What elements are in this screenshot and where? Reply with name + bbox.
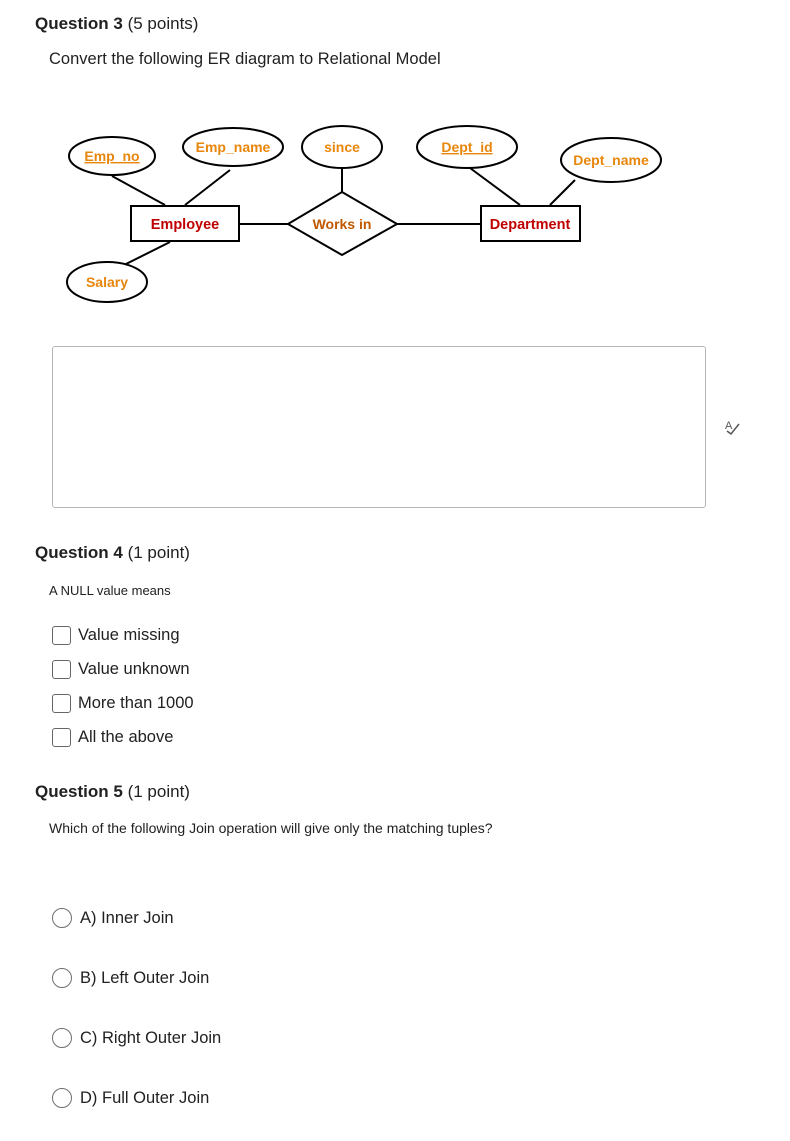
- entity-department: [481, 206, 580, 241]
- relationship-works-in: [288, 192, 397, 255]
- q5-option-label-2: C) Right Outer Join: [80, 1028, 222, 1047]
- question-3-prompt: Convert the following ER diagram to Relational Model: [49, 50, 441, 68]
- question-4-label: Question 4: [35, 543, 123, 562]
- q4-option-3[interactable]: [52, 726, 173, 748]
- q4-option-label-0: Value missing: [78, 625, 180, 644]
- q5-radio-3[interactable]: [52, 1088, 72, 1108]
- q4-checkbox-3[interactable]: [52, 728, 71, 747]
- entity-employee: [131, 206, 239, 241]
- q5-option-3[interactable]: [52, 1086, 209, 1110]
- question-5-points: (1 point): [127, 782, 190, 801]
- question-4-prompt: A NULL value means: [49, 583, 171, 598]
- question-3-label: Question 3: [35, 14, 123, 33]
- question-3-title: [35, 14, 198, 34]
- q4-option-0[interactable]: [52, 624, 180, 646]
- question-3-answer-input[interactable]: [52, 346, 706, 508]
- q4-option-2[interactable]: [52, 692, 194, 714]
- line-dept-id: [470, 168, 520, 205]
- q4-option-1[interactable]: [52, 658, 190, 680]
- q5-option-label-3: D) Full Outer Join: [80, 1088, 210, 1107]
- emp-no-label: Emp_no: [84, 148, 140, 164]
- emp-name-label: Emp_name: [195, 139, 271, 155]
- er-diagram: [60, 118, 680, 318]
- since-label: since: [324, 139, 360, 155]
- attribute-salary: [67, 262, 147, 302]
- question-4-title: [35, 543, 190, 563]
- line-dept-name: [550, 180, 575, 205]
- department-label: Department: [489, 217, 571, 233]
- q5-option-2[interactable]: [52, 1026, 221, 1050]
- attribute-emp-no: [69, 137, 155, 175]
- q4-option-label-2: More than 1000: [78, 693, 194, 712]
- q5-radio-2[interactable]: [52, 1028, 72, 1048]
- q4-option-label-1: Value unknown: [78, 659, 190, 678]
- employee-label: Employee: [150, 217, 220, 233]
- attribute-dept-name: [561, 138, 661, 182]
- q5-radio-1[interactable]: [52, 968, 72, 988]
- q5-radio-0[interactable]: [52, 908, 72, 928]
- attribute-emp-name: [183, 128, 283, 166]
- q5-option-label-1: B) Left Outer Join: [80, 968, 210, 987]
- svg-text:A: A: [725, 420, 733, 432]
- question-5-prompt: Which of the following Join operation will give only the matching tuples?: [49, 820, 493, 836]
- q4-checkbox-1[interactable]: [52, 660, 71, 679]
- attribute-dept-id: [417, 126, 517, 168]
- line-emp-name: [185, 170, 230, 205]
- q5-option-0[interactable]: [52, 906, 174, 930]
- q4-checkbox-2[interactable]: [52, 694, 71, 713]
- works-in-label: Works in: [312, 216, 372, 232]
- dept-name-label: Dept_name: [573, 152, 649, 168]
- q4-option-label-3: All the above: [78, 727, 174, 746]
- question-5-title: [35, 782, 190, 802]
- question-3-points: (5 points): [127, 14, 199, 33]
- q4-checkbox-0[interactable]: [52, 626, 71, 645]
- question-5-label: Question 5: [35, 782, 123, 801]
- dept-id-label: Dept_id: [441, 139, 493, 155]
- q5-option-label-0: A) Inner Join: [80, 908, 174, 927]
- spellcheck-icon[interactable]: [724, 418, 742, 440]
- question-4-points: (1 point): [127, 543, 190, 562]
- line-emp-no: [112, 176, 165, 205]
- q5-option-1[interactable]: [52, 966, 209, 990]
- attribute-since: [302, 126, 382, 168]
- salary-label: Salary: [85, 274, 129, 290]
